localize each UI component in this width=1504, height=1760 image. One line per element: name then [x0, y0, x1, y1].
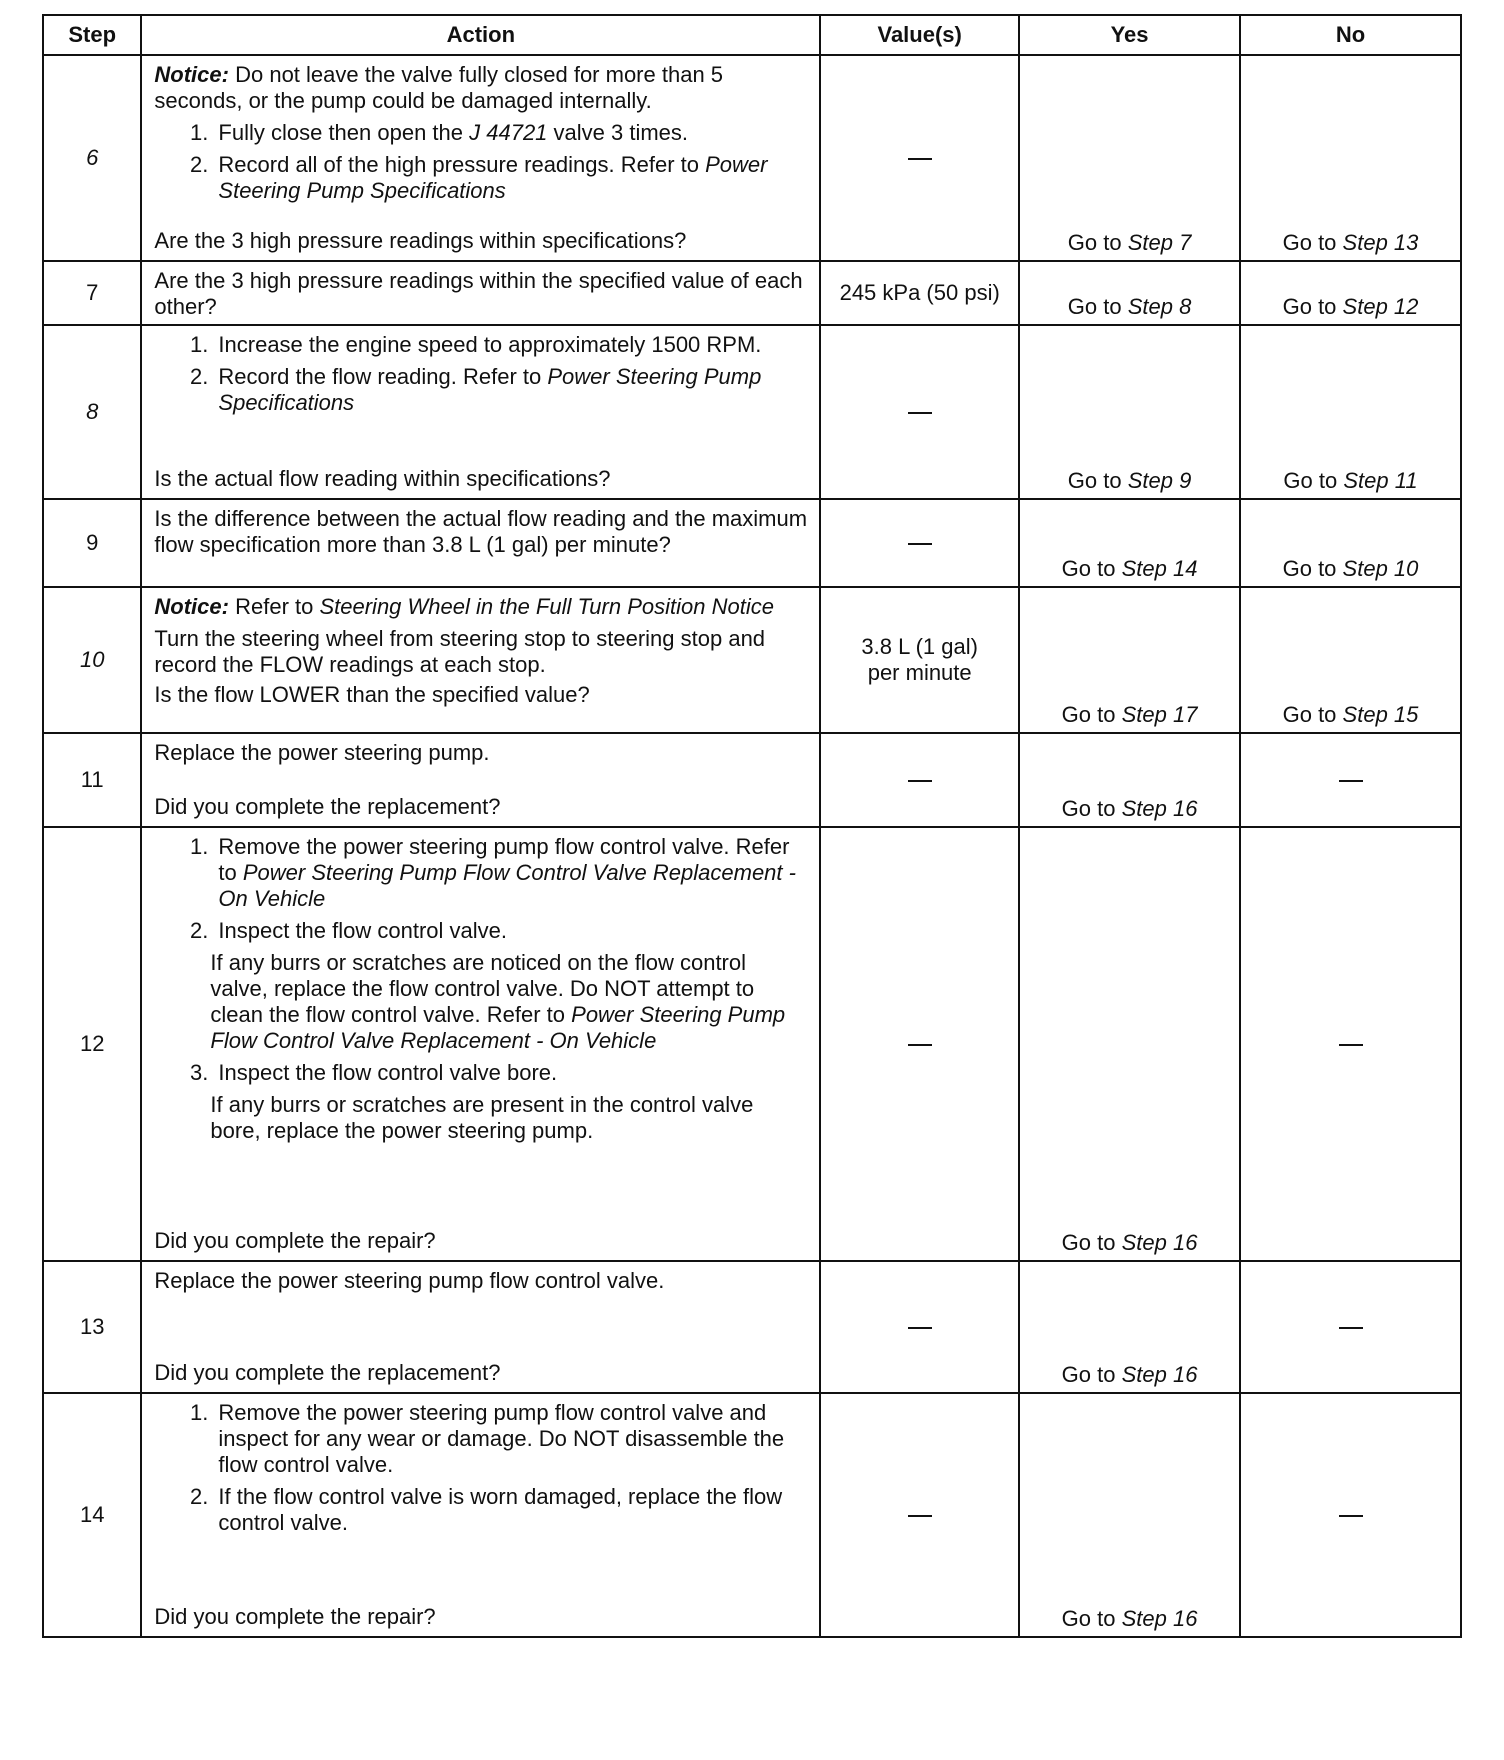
list-item	[154, 120, 809, 146]
goto-label: Go to	[1061, 1362, 1116, 1387]
yes-cell	[1019, 1393, 1240, 1637]
step-number: 10	[43, 587, 141, 733]
no-cell	[1240, 325, 1461, 499]
question: Did you complete the replacement?	[154, 794, 501, 819]
step-number: 8	[43, 325, 141, 499]
goto-label: Go to	[1061, 556, 1116, 581]
table-row	[43, 827, 1461, 1261]
header-row	[43, 15, 1461, 55]
goto-label: Go to	[1061, 796, 1116, 821]
value-cell	[820, 1261, 1019, 1393]
goto-label: Go to	[1061, 702, 1116, 727]
question: Did you complete the replacement?	[154, 1360, 501, 1385]
item-number: 1.	[190, 1400, 209, 1425]
yes-cell	[1019, 55, 1240, 261]
header-values: Value(s)	[820, 15, 1019, 55]
doc-reference: Steering Wheel in the Full Turn Position Notice	[319, 594, 774, 619]
no-target: Step 15	[1342, 702, 1419, 727]
item-text: Remove the power steering pump flow control valve. Refer to	[218, 834, 790, 885]
question: Is the difference between the actual flow reading and the maximum flow specification more than 3.8 L (1 gal) per minute?	[154, 506, 808, 557]
instruction-text: Replace the power steering pump.	[154, 740, 490, 765]
list-item	[154, 918, 809, 944]
item-number: 3.	[190, 1060, 209, 1085]
notice-label: Notice:	[154, 62, 229, 87]
step-number: 14	[43, 1393, 141, 1637]
item-number: 1.	[190, 120, 209, 145]
goto-label: Go to	[1061, 1230, 1116, 1255]
yes-cell	[1019, 261, 1240, 325]
goto-label: Go to	[1282, 294, 1337, 319]
value-cell	[820, 733, 1019, 827]
yes-cell	[1019, 325, 1240, 499]
value-cell	[820, 1393, 1019, 1637]
yes-target: Step 8	[1127, 294, 1192, 319]
header-yes: Yes	[1019, 15, 1240, 55]
instruction-text: Replace the power steering pump flow control valve.	[154, 1268, 665, 1293]
table-row	[43, 499, 1461, 587]
table-row	[43, 261, 1461, 325]
goto-label: Go to	[1067, 294, 1122, 319]
yes-target: Step 9	[1127, 468, 1192, 493]
action-cell	[141, 1261, 820, 1393]
table-row	[43, 1261, 1461, 1393]
no-cell	[1240, 261, 1461, 325]
yes-target: Step 16	[1121, 1606, 1198, 1631]
item-text: valve 3 times.	[547, 120, 689, 145]
value-line: per minute	[867, 660, 972, 685]
header-no: No	[1240, 15, 1461, 55]
goto-label: Go to	[1067, 230, 1122, 255]
step-number: 9	[43, 499, 141, 587]
value-cell	[820, 827, 1019, 1261]
doc-reference: Power Steering Pump Specifications	[218, 364, 762, 415]
table-row	[43, 1393, 1461, 1637]
yes-target: Step 16	[1121, 1230, 1198, 1255]
notice-label: Notice:	[154, 594, 229, 619]
action-cell	[141, 827, 820, 1261]
dash	[1339, 780, 1363, 782]
no-cell	[1240, 733, 1461, 827]
question: Did you complete the repair?	[154, 1604, 436, 1629]
yes-cell	[1019, 733, 1240, 827]
question: Is the actual flow reading within specifications?	[154, 466, 611, 491]
no-cell	[1240, 827, 1461, 1261]
no-target: Step 13	[1342, 230, 1419, 255]
value-cell	[820, 499, 1019, 587]
question: Are the 3 high pressure readings within specifications?	[154, 228, 687, 253]
value-line: 3.8 L (1 gal)	[861, 634, 978, 659]
item-number: 1.	[190, 332, 209, 357]
action-cell	[141, 499, 820, 587]
dash	[908, 1327, 932, 1329]
notice	[154, 62, 809, 114]
dash	[908, 780, 932, 782]
no-target: Step 10	[1342, 556, 1419, 581]
goto-label: Go to	[1282, 702, 1337, 727]
dash	[1339, 1044, 1363, 1046]
action-cell	[141, 1393, 820, 1637]
list-item	[154, 1484, 809, 1536]
question: Is the flow LOWER than the specified value?	[154, 682, 590, 707]
item-number: 2.	[190, 918, 209, 943]
no-cell	[1240, 499, 1461, 587]
yes-target: Step 14	[1121, 556, 1198, 581]
instruction-text: Turn the steering wheel from steering stop to steering stop and record the FLOW readings at each stop.	[154, 626, 766, 677]
action-cell	[141, 733, 820, 827]
doc-reference: Power Steering Pump Specifications	[218, 152, 768, 203]
no-cell	[1240, 1261, 1461, 1393]
dash	[908, 1515, 932, 1517]
notice	[154, 594, 809, 620]
notice-text: Do not leave the valve fully closed for more than 5 seconds, or the pump could be damaged internally.	[154, 62, 724, 113]
dash	[1339, 1515, 1363, 1517]
tool-reference: J 44721	[469, 120, 548, 145]
item-number: 1.	[190, 834, 209, 859]
dash	[1339, 1327, 1363, 1329]
list-item	[154, 364, 809, 416]
action-cell	[141, 587, 820, 733]
header-step: Step	[43, 15, 141, 55]
table-row	[43, 325, 1461, 499]
item-text: Remove the power steering pump flow control valve and inspect for any wear or damage. Do NOT disassemble the flow control valve.	[218, 1400, 785, 1477]
diagnostic-table	[42, 14, 1462, 1638]
no-cell	[1240, 1393, 1461, 1637]
yes-cell	[1019, 587, 1240, 733]
item-text: Inspect the flow control valve.	[218, 918, 507, 943]
step-number: 7	[43, 261, 141, 325]
value-cell	[820, 325, 1019, 499]
yes-cell	[1019, 1261, 1240, 1393]
no-target: Step 11	[1343, 468, 1418, 493]
item-number: 2.	[190, 364, 209, 389]
item-text: If any burrs or scratches are noticed on the flow control valve, replace the flow control valve. Do NOT attempt to clean the flow control valve. Refer to	[210, 950, 755, 1027]
no-target: Step 12	[1342, 294, 1419, 319]
value-cell	[820, 55, 1019, 261]
step-number: 13	[43, 1261, 141, 1393]
list-item	[154, 152, 809, 204]
item-text: Fully close then open the	[218, 120, 470, 145]
dash	[908, 412, 932, 414]
yes-target: Step 16	[1121, 796, 1198, 821]
step-number: 12	[43, 827, 141, 1261]
sub-paragraph	[210, 950, 809, 1054]
step-number: 11	[43, 733, 141, 827]
doc-reference: Power Steering Pump Flow Control Valve Replacement - On Vehicle	[218, 860, 796, 911]
dash	[908, 543, 932, 545]
list-item	[154, 1400, 809, 1478]
item-number: 2.	[190, 1484, 209, 1509]
question: Are the 3 high pressure readings within the specified value of each other?	[154, 268, 803, 319]
action-cell	[141, 55, 820, 261]
notice-text: Refer to	[235, 594, 320, 619]
table-row	[43, 55, 1461, 261]
goto-label: Go to	[1067, 468, 1122, 493]
item-text: Record all of the high pressure readings. Refer to	[218, 152, 706, 177]
no-cell	[1240, 587, 1461, 733]
sub-paragraph: If any burrs or scratches are present in the control valve bore, replace the power steering pump.	[210, 1092, 754, 1143]
table-row	[43, 733, 1461, 827]
goto-label: Go to	[1282, 556, 1337, 581]
item-text: Record the flow reading. Refer to	[218, 364, 548, 389]
list-item	[154, 834, 809, 912]
value-cell: 245 kPa (50 psi)	[820, 261, 1019, 325]
item-text: If the flow control valve is worn damaged, replace the flow control valve.	[218, 1484, 783, 1535]
value-cell	[820, 587, 1019, 733]
yes-cell	[1019, 827, 1240, 1261]
doc-reference: Power Steering Pump Flow Control Valve Replacement - On Vehicle	[210, 1002, 786, 1053]
item-number: 2.	[190, 152, 209, 177]
goto-label: Go to	[1061, 1606, 1116, 1631]
yes-target: Step 7	[1127, 230, 1192, 255]
action-cell	[141, 261, 820, 325]
list-item	[154, 332, 809, 358]
question: Did you complete the repair?	[154, 1228, 436, 1253]
yes-target: Step 16	[1121, 1362, 1198, 1387]
table-row	[43, 587, 1461, 733]
goto-label: Go to	[1282, 230, 1337, 255]
list-item	[154, 1060, 809, 1086]
dash	[908, 158, 932, 160]
yes-cell	[1019, 499, 1240, 587]
item-text: Increase the engine speed to approximately 1500 RPM.	[218, 332, 762, 357]
item-text: Inspect the flow control valve bore.	[218, 1060, 558, 1085]
goto-label: Go to	[1283, 468, 1338, 493]
yes-target: Step 17	[1121, 702, 1198, 727]
step-number: 6	[43, 55, 141, 261]
no-cell	[1240, 55, 1461, 261]
action-cell	[141, 325, 820, 499]
dash	[908, 1044, 932, 1046]
header-action: Action	[141, 15, 820, 55]
